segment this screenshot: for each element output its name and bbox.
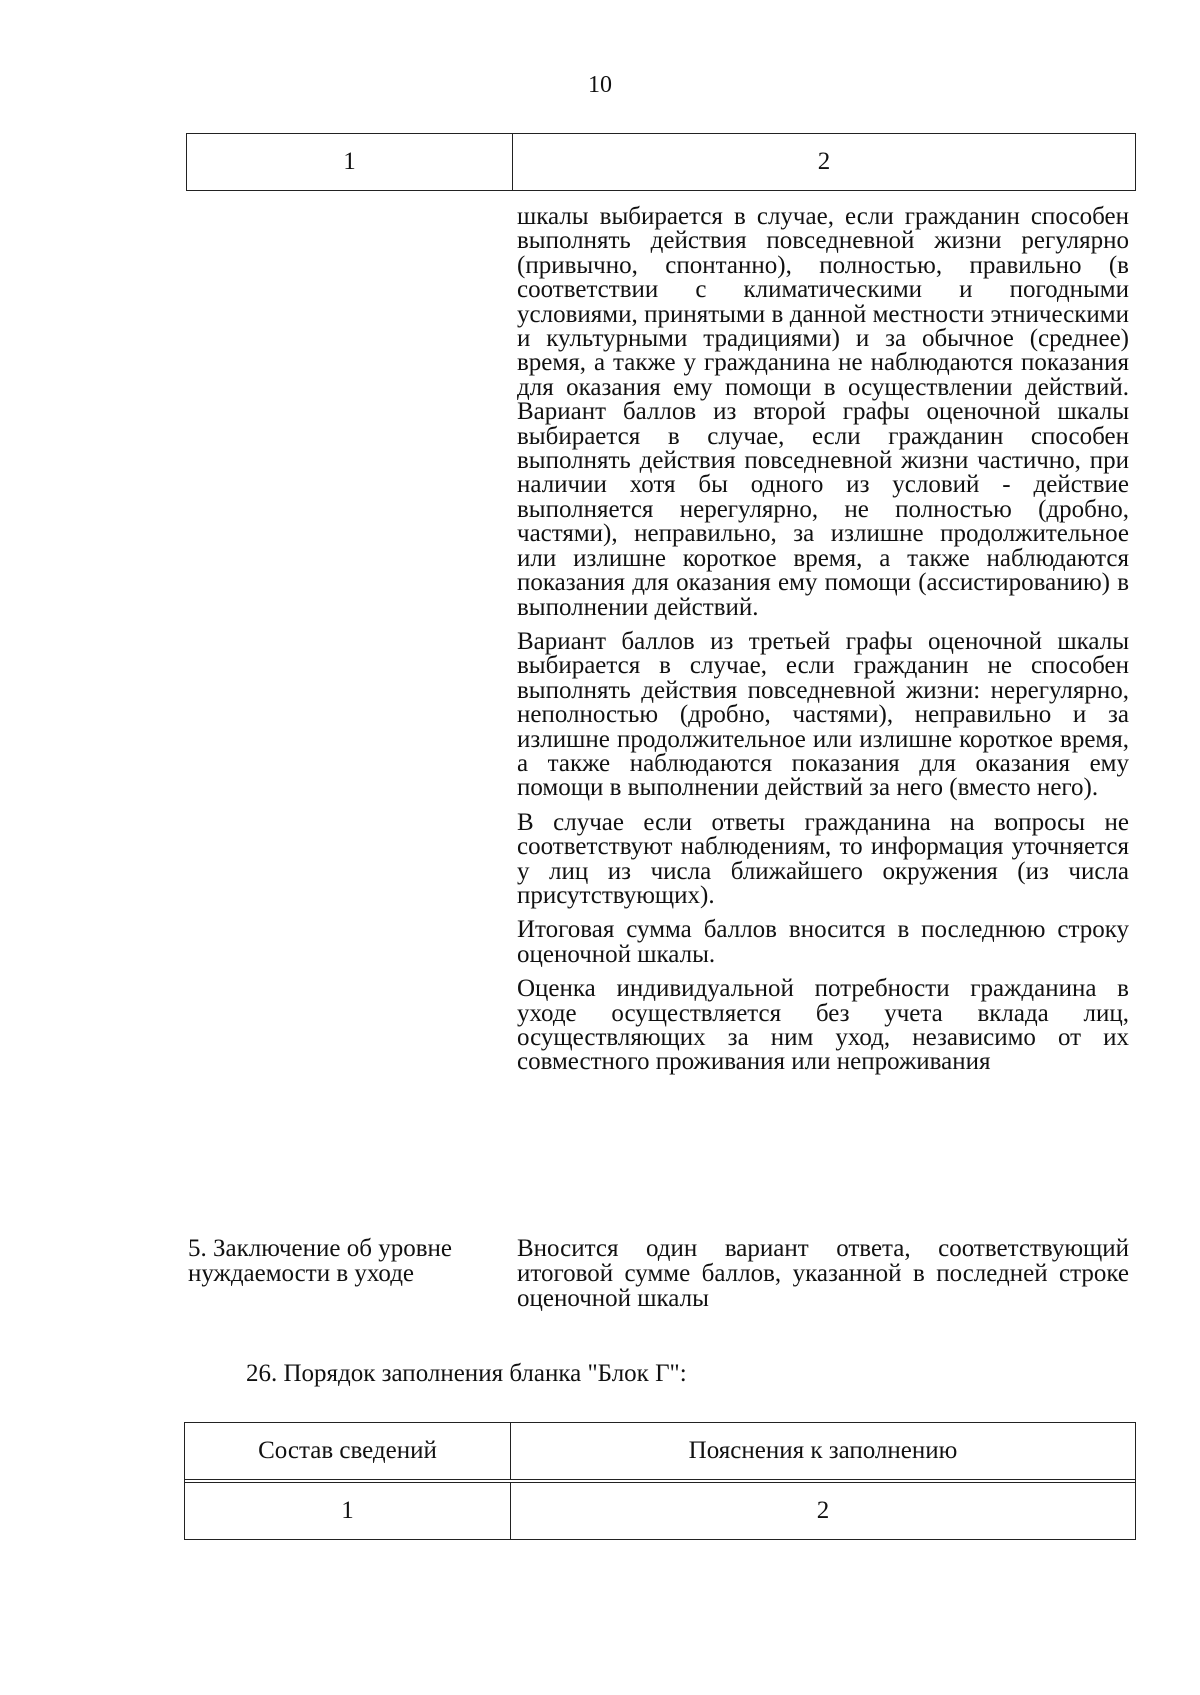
column-number-2: 2 [817, 148, 831, 175]
paragraph-scale-variants: шкалы выбирается в случае, если гражданин способен выполнять действия повседневной жизни регулярно (привычно, спонтанно), полностью, правильно (в соответствии с климатическими и погодными условиями, принятыми в данной местности этническими и культурными традициями) и за обычное (среднее) время, а также у гражданина не наблюдаются показания для оказания ему помощи в осуществлении действий. Вариант баллов из второй графы оценочной шкалы выбирается в случае, если гражданин способен выполнять действия повседневной жизни частично, при наличии хотя бы одного из условий - действие выполняется нерегулярно, не полностью (дробно, частями), неправильно, за излишне продолжительное или излишне короткое время, а также наблюдаются показания для оказания ему помощи (ассистированию) в выполнении действий. [517, 203, 1129, 621]
paragraph-total-score: Итоговая сумма баллов вносится в последнюю строку оценочной шкалы. [517, 916, 1129, 968]
paragraph-assessment: Оценка индивидуальной потребности гражданина в уходе осуществляется без учета вклада лиц, осуществляющих за ним уход, независимо от их совместного проживания или непроживания [517, 975, 1129, 1076]
column-number-2: 2 [816, 1497, 830, 1524]
column-number-1: 1 [185, 1483, 511, 1539]
continuation-table-header [186, 133, 1136, 191]
row-explanation: Вносится один вариант ответа, соответствующий итоговой сумме баллов, указанной в последней строке оценочной шкалы [517, 1235, 1129, 1312]
table-header-row [185, 1423, 1135, 1479]
paragraph-observations: В случае если ответы гражданина на вопросы не соответствуют наблюдениям, то информация уточняется у лиц из числа ближайшего окружения (из числа присутствующих). [517, 808, 1129, 909]
column-number-1: 1 [187, 134, 513, 190]
row-label: 5. Заключение об уровне нуждаемости в уходе [188, 1235, 452, 1287]
paragraph-third-column: Вариант баллов из третьей графы оценочной шкалы выбирается в случае, если гражданин не способен выполнять действия повседневной жизни: нерегулярно, неполностью (дробно, частями), неправильно и за излишне продолжительное или излишне короткое время, а также наблюдаются показания для оказания ему помощи в выполнении действий за него (вместо него). [517, 627, 1129, 802]
table-number-row [185, 1479, 1135, 1539]
explanation-column [517, 205, 1129, 1085]
page-number: 10 [588, 72, 612, 98]
section-heading: 26. Порядок заполнения бланка "Блок Г": [246, 1360, 687, 1387]
block-g-table [184, 1422, 1136, 1540]
header-explanations: Пояснения к заполнению [688, 1437, 958, 1464]
header-composition: Состав сведений [185, 1423, 511, 1479]
